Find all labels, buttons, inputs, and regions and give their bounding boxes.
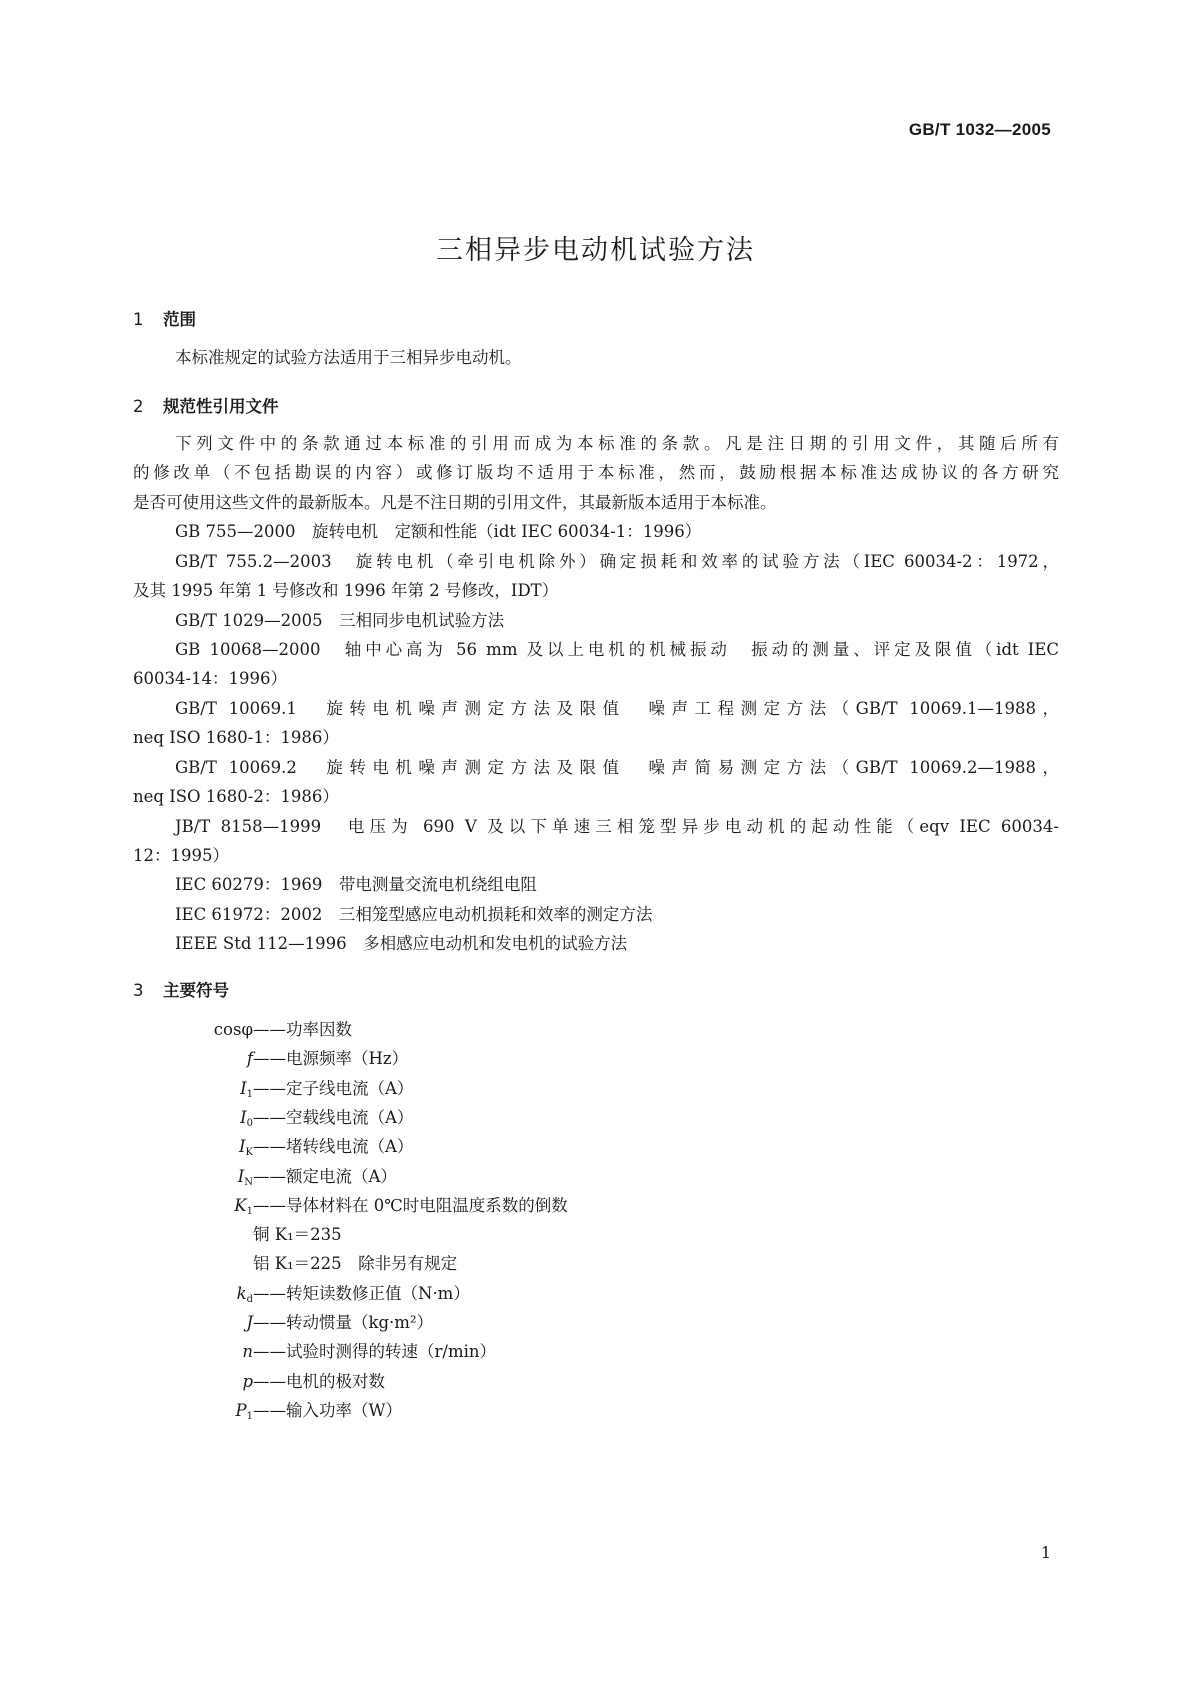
reference-item-continued: 及其 1995 年第 1 号修改和 1996 年第 2 号修改，IDT） — [133, 581, 559, 600]
symbol-description: 铝 K₁＝225 除非另有规定 — [253, 1254, 458, 1274]
symbol — [240, 1108, 253, 1134]
reference-item: GB/T 10069.1 旋转电机噪声测定方法及限值 噪声工程测定方法（GB/T 10069.1—1988， — [175, 699, 1059, 718]
section-title: 主要符号 — [163, 981, 229, 1000]
section-title: 规范性引用文件 — [163, 397, 279, 416]
symbol-description: ——电源频率（Hz） — [253, 1049, 409, 1069]
reference-item: IEC 61972：2002 三相笼型感应电动机损耗和效率的测定方法 — [175, 905, 653, 924]
reference-item: JB/T 8158—1999 电压为 690 V 及以下单速三相笼型异步电动机的起动性能（eqv IEC 60034- — [175, 817, 1059, 836]
symbol-letter: cosφ — [213, 1020, 253, 1039]
symbol-letter: I — [240, 1107, 247, 1127]
intro-line: 下列文件中的条款通过本标准的引用而成为本标准的条款。凡是注日期的引用文件，其随后所有 — [175, 434, 1059, 453]
intro-line: 是否可使用这些文件的最新版本。凡是不注日期的引用文件，其最新版本适用于本标准。 — [133, 493, 777, 512]
symbol-subscript: N — [244, 1176, 253, 1188]
symbol-subscript: d — [246, 1293, 253, 1305]
symbol-description: ——转动惯量（kg·m²） — [253, 1313, 434, 1332]
symbol — [242, 1342, 253, 1362]
standard-number: GB/T 1032—2005 — [908, 120, 1051, 139]
section-3-heading — [133, 977, 229, 1001]
symbol-subscript: 1 — [246, 1205, 253, 1217]
section-number: 2 — [133, 397, 144, 416]
page-number: 1 — [1040, 1543, 1051, 1562]
intro-line: 的修改单（不包括勘误的内容）或修订版均不适用于本标准，然而，鼓励根据本标准达成协议的各方研究 — [133, 463, 1059, 482]
symbol — [236, 1401, 253, 1427]
symbol-letter: f — [246, 1049, 253, 1069]
reference-item: GB/T 1029—2005 三相同步电机试验方法 — [175, 611, 505, 630]
reference-item-continued: neq ISO 1680-1：1986） — [133, 728, 339, 747]
symbol-letter: J — [246, 1313, 253, 1332]
section-1-heading — [133, 306, 196, 330]
symbol-letter: I — [237, 1166, 245, 1186]
symbol-letter: I — [238, 1137, 246, 1157]
symbol-subscript: 0 — [246, 1117, 253, 1129]
symbol-letter: n — [242, 1342, 253, 1362]
symbol — [246, 1313, 253, 1333]
symbol-description: 铜 K₁＝235 — [253, 1225, 342, 1245]
symbol-description: ——空载线电流（A） — [253, 1107, 414, 1127]
symbol-letter: K — [234, 1195, 247, 1215]
reference-item: GB 755—2000 旋转电机 定额和性能（idt IEC 60034-1：1996） — [175, 522, 702, 541]
symbol-description: ——试验时测得的转速（r/min） — [253, 1342, 496, 1362]
symbol-description: ——堵转线电流（A） — [253, 1137, 414, 1157]
reference-item: GB/T 10069.2 旋转电机噪声测定方法及限值 噪声简易测定方法（GB/T 10069.2—1988， — [175, 758, 1059, 777]
symbol-subscript: 1 — [246, 1088, 253, 1100]
symbol — [214, 1020, 253, 1040]
section-number: 1 — [133, 310, 144, 329]
symbol-letter: k — [236, 1283, 247, 1303]
reference-item: IEEE Std 112—1996 多相感应电动机和发电机的试验方法 — [175, 934, 628, 953]
symbol-description: ——功率因数 — [253, 1020, 352, 1039]
symbol-subscript: 1 — [246, 1410, 253, 1422]
symbol-letter: I — [240, 1078, 247, 1098]
reference-item-continued: 60034-14：1996） — [133, 669, 288, 688]
symbol-description: ——转矩读数修正值（N·m） — [253, 1283, 470, 1303]
symbol-letter: p — [242, 1371, 253, 1391]
document-title: 三相异步电动机试验方法 — [436, 235, 755, 266]
symbol — [234, 1196, 253, 1222]
symbol-description: ——定子线电流（A） — [253, 1078, 414, 1098]
symbol-letter: P — [235, 1400, 247, 1420]
symbol — [240, 1079, 253, 1105]
symbol — [242, 1372, 253, 1392]
reference-item: GB 10068—2000 轴中心高为 56 mm 及以上电机的机械振动 振动的测量、评定及限值（idt IEC — [175, 640, 1059, 659]
symbol-subscript: K — [245, 1147, 253, 1159]
reference-item-continued: 12：1995） — [133, 846, 229, 865]
section-number: 3 — [133, 981, 144, 1000]
symbol — [237, 1284, 253, 1310]
reference-item-continued: neq ISO 1680-2：1986） — [133, 787, 339, 806]
symbol-description: ——电机的极对数 — [253, 1371, 385, 1391]
symbol-description: ——额定电流（A） — [253, 1166, 397, 1186]
section-2-heading — [133, 393, 279, 417]
reference-item: GB/T 755.2—2003 旋转电机（牵引电机除外）确定损耗和效率的试验方法（IEC 60034-2：1972， — [175, 552, 1059, 571]
symbol — [238, 1167, 253, 1193]
reference-item: IEC 60279：1969 带电测量交流电机绕组电阻 — [175, 875, 537, 894]
symbol-description: ——导体材料在 0℃时电阻温度系数的倒数 — [253, 1195, 568, 1215]
section-title: 范围 — [163, 310, 196, 329]
symbol-description: ——输入功率（W） — [253, 1400, 402, 1420]
symbol — [239, 1137, 253, 1163]
section-1-body: 本标准规定的试验方法适用于三相异步电动机。 — [175, 348, 522, 367]
